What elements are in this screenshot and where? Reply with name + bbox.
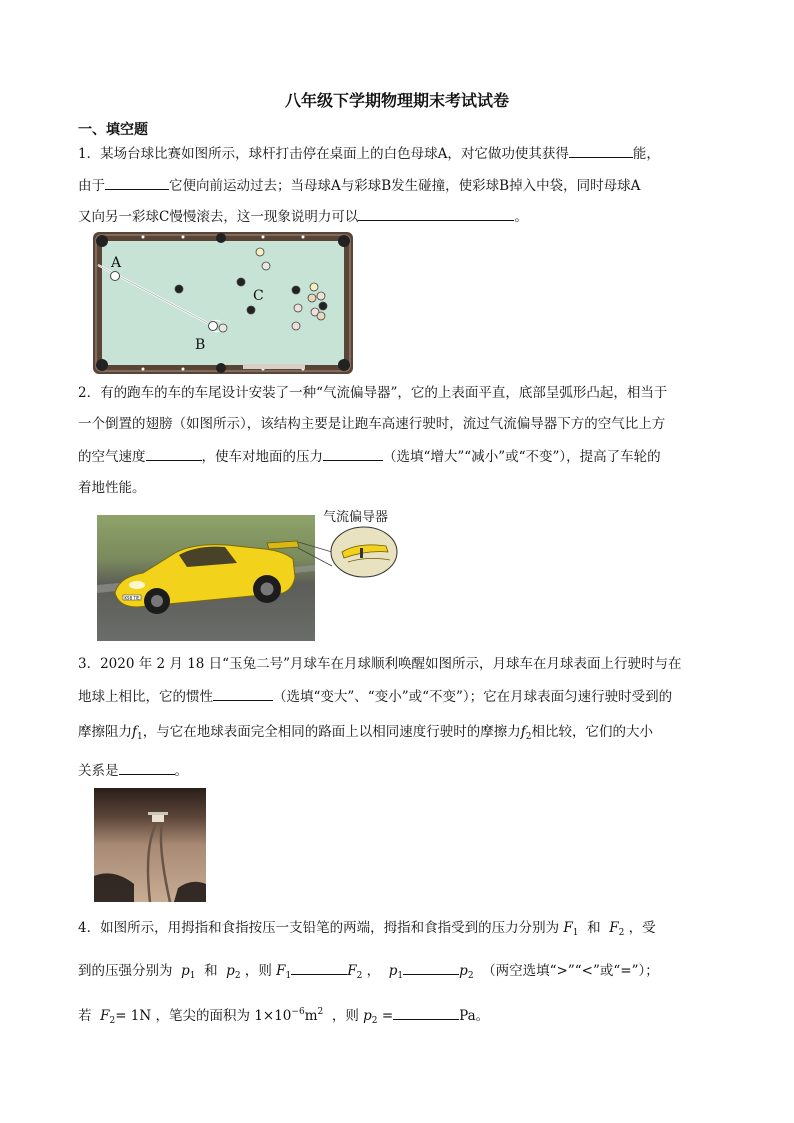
- p1-compare: $p_1$: [388, 963, 404, 981]
- table-felt: [102, 241, 344, 365]
- F2-compare: $F_2$: [347, 963, 363, 981]
- q4-text-3a: 若: [78, 1008, 92, 1024]
- q3-line-1: 3．2020 年 2 月 18 日“玉兔二号”月球车在月球顺利唤醒如图所示，月球车在月球表面上行驶时与在: [78, 656, 682, 672]
- q3-text-2b: （选填“变大”、“变小”或“不变”）；它在月球表面匀速行驶时受到的: [273, 689, 673, 705]
- q3-line-3: [78, 722, 653, 747]
- q1-blank-1[interactable]: [569, 143, 633, 158]
- q1-text-2a: 由于: [78, 178, 105, 194]
- q4-comma: ，: [366, 963, 381, 979]
- q3-line-2: [78, 686, 672, 707]
- q4-text-3d: Pa。: [459, 1008, 490, 1024]
- q4-and-2: 和: [204, 963, 218, 979]
- q4-text-3b: ，笔尖的面积为: [155, 1008, 251, 1024]
- q3-text-4a: 关系是: [78, 763, 119, 779]
- q1-text-3a: 又向另一彩球C慢慢滚去，这一现象说明力可以: [78, 209, 359, 225]
- sports-car-photo: [97, 515, 315, 641]
- F1-compare: $F_1$: [276, 963, 292, 981]
- q4-line-1: [78, 918, 656, 943]
- tip-area-value: $1\times 10^{-6}m^2$: [254, 1007, 324, 1024]
- label-b: B: [195, 337, 206, 353]
- q2-line-4: 着地性能。: [78, 480, 146, 496]
- q4-text-3c: ，则: [331, 1008, 359, 1024]
- q2-blank-1[interactable]: [146, 446, 202, 461]
- q2-text-3b: ，使车对地面的压力: [201, 449, 323, 465]
- q1-blank-3[interactable]: [358, 206, 514, 221]
- q2-text-3c: （选填“增大”“减小”或“不变”），提高了车轮的: [383, 449, 661, 465]
- scoreboard-strip: [243, 364, 305, 369]
- q1-line-1: [78, 143, 660, 164]
- q3-blank-2[interactable]: [119, 760, 175, 775]
- q2-line-1: 2．有的跑车的车的车尾设计安装了一种“气流偏导器”，它的上表面平直，底部呈弧形凸起，相当于: [78, 385, 668, 401]
- q3-line-4: [78, 760, 188, 781]
- q1-text-1: 1．某场台球比赛如图所示，球杆打击停在桌面上的白色母球A，对它做功使其获得: [78, 146, 569, 162]
- lunar-rover-photo: [94, 788, 206, 902]
- page-title: 八年级下学期物理期末考试试卷: [284, 91, 509, 110]
- F1-symbol: $F_1$: [563, 920, 579, 938]
- q1-line-2: [78, 175, 640, 196]
- F2-symbol: $F_2$: [609, 920, 625, 938]
- equals-sign: =: [381, 1008, 394, 1024]
- q1-text-3b: 。: [514, 209, 528, 225]
- f1-symbol: $f_1$: [132, 724, 143, 742]
- label-a: A: [111, 255, 122, 271]
- F2-given: $F_2$: [100, 1008, 116, 1026]
- ball-b: [209, 322, 218, 331]
- q3-text-3c: 相比较，它们的大小: [531, 724, 653, 740]
- p2-symbol: $p_2$: [226, 963, 241, 981]
- q2-line-2: 一个倒置的翅膀（如图所示），该结构主要是让跑车高速行驶时，流过气流偏导器下方的空气比上方: [78, 416, 666, 432]
- q1-blank-2[interactable]: [105, 175, 169, 190]
- section-heading: 一、填空题: [78, 122, 148, 138]
- q3-text-4b: 。: [174, 763, 188, 779]
- force-value: = 1N: [115, 1008, 152, 1024]
- q4-blank-3[interactable]: [393, 1005, 459, 1020]
- q3-text-3b: ，与它在地球表面完全相同的路面上以相同速度行驶时的摩擦力: [142, 724, 521, 740]
- q4-text-2b: ，则: [244, 963, 272, 979]
- spoiler-callout: [298, 522, 402, 582]
- p2-compare: $p_2$: [459, 963, 474, 981]
- q2-line-3: [78, 446, 661, 467]
- q1-text-1b: 能，: [632, 146, 660, 162]
- q4-blank-2[interactable]: [403, 960, 459, 975]
- q4-text-1a: 4．如图所示，用拇指和食指按压一支铅笔的两端，拇指和食指受到的压力分别为: [78, 920, 560, 936]
- spoiler-callout-label: 气流偏导器: [323, 510, 389, 525]
- f2-symbol: $f_2$: [520, 724, 532, 742]
- q4-text-2c: （两空选填“>”“<”或“=”）；: [482, 963, 659, 979]
- p1-symbol: $p_1$: [181, 963, 196, 981]
- q2-blank-2[interactable]: [323, 446, 383, 461]
- q4-and-1: 和: [587, 920, 601, 936]
- q4-blank-1[interactable]: [291, 960, 347, 975]
- q2-text-3a: 的空气速度: [78, 449, 146, 465]
- q1-text-2b: 它便向前运动过去；当母球A与彩球B发生碰撞，使彩球B掉入中袋，同时母球A: [169, 178, 641, 194]
- p2-result: $p_2$: [363, 1008, 378, 1026]
- q3-blank-1[interactable]: [213, 686, 273, 701]
- license-plate: K98 TIE: [124, 595, 140, 601]
- q3-text-3a: 摩擦阻力: [78, 724, 132, 740]
- q4-text-1b: ，受: [628, 920, 656, 936]
- rover: [152, 814, 164, 822]
- cue-ball-a: [111, 272, 120, 281]
- q4-text-2a: 到的压强分别为: [78, 963, 173, 979]
- q4-line-3: [78, 1002, 489, 1031]
- q1-line-3: [78, 206, 528, 227]
- pool-table-figure: [93, 232, 353, 374]
- q4-line-2: [78, 960, 659, 986]
- label-c: C: [253, 288, 264, 304]
- q3-text-2a: 地球上相比，它的惯性: [78, 689, 213, 705]
